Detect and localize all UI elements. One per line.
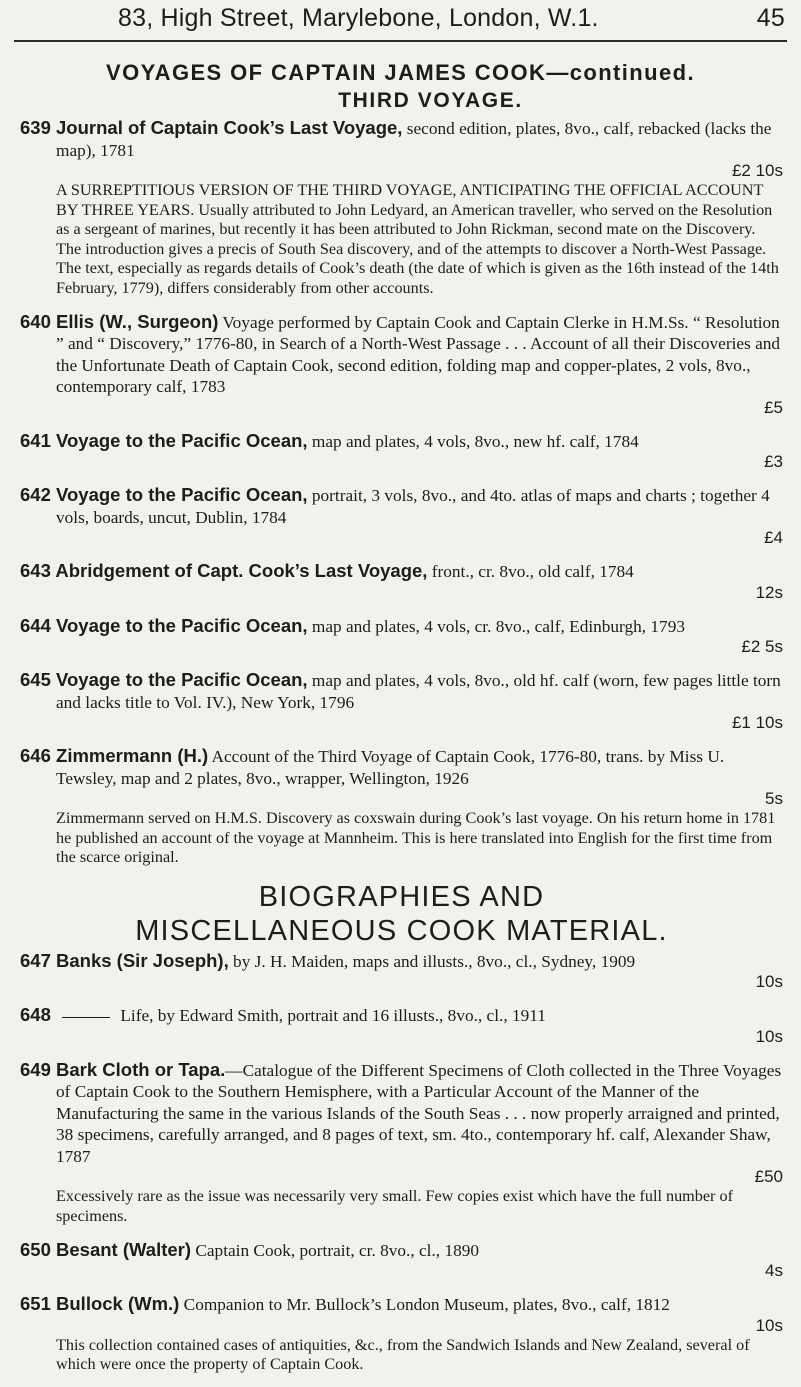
entry-text: [20, 430, 783, 473]
entry-price: £50: [754, 1167, 783, 1187]
entry-description: map and plates, 4 vols, cr. 8vo., calf, Edinburgh, 1793: [307, 616, 685, 636]
entry-heading: Ellis (W., Surgeon): [56, 310, 219, 332]
section-title: VOYAGES OF CAPTAIN JAMES COOK—continued.: [106, 60, 695, 85]
entry-list-third-voyage: [20, 117, 783, 868]
entry-price: 4s: [765, 1261, 783, 1281]
entry-text: [20, 484, 783, 548]
entry-description: portrait, 3 vols, 8vo., and 4to. atlas of maps and charts ; together 4 vols, boards, uncut, Dublin, 1784: [56, 486, 770, 527]
entry-heading: Voyage to the Pacific Ocean,: [56, 484, 308, 506]
entry-heading: Besant (Walter): [56, 1238, 192, 1260]
entry-description: Account of the Third Voyage of Captain Cook, 1776-80, trans. by Miss U. Tewsley, map and 2 plates, 8vo., wrapper, Wellington, 1926: [56, 747, 725, 788]
catalogue-entry: [20, 1239, 783, 1282]
ditto-dash: [62, 1017, 110, 1018]
entry-price: 10s: [755, 1315, 783, 1335]
entry-number: 647: [20, 949, 57, 971]
entry-description: Companion to Mr. Bullock’s London Museum, plates, 8vo., calf, 1812: [179, 1295, 670, 1315]
entry-description: Life, by Edward Smith, portrait and 16 illusts., 8vo., cl., 1911: [116, 1006, 546, 1026]
entry-description: map and plates, 4 vols, 8vo., new hf. calf, 1784: [307, 431, 639, 451]
entry-text: [20, 669, 783, 733]
entry-heading: Bullock (Wm.): [56, 1293, 180, 1315]
entry-price: £3: [764, 452, 783, 472]
entry-number: 646: [20, 745, 57, 767]
entry-text: [20, 1293, 783, 1336]
entry-heading: Bark Cloth or Tapa.: [56, 1058, 226, 1080]
entry-description: map and plates, 4 vols, 8vo., old hf. calf (worn, few pages little torn and lacks title to Vol. IV.), New York, 1796: [56, 671, 781, 712]
catalogue-entry: [20, 1059, 783, 1227]
header-rule: [14, 40, 787, 42]
entry-number: 641: [20, 429, 57, 451]
running-head: [118, 4, 785, 34]
entry-description: second edition, plates, 8vo., calf, rebacked (lacks the map), 1781: [56, 119, 772, 160]
catalogue-entry: [20, 311, 783, 418]
running-head-address: 83, High Street, Marylebone, London, W.1.: [118, 4, 599, 32]
entry-number: 643: [20, 560, 56, 582]
entry-price: 12s: [755, 582, 783, 602]
catalogue-entry: [20, 1004, 783, 1047]
entry-note: A SURREPTITIOUS VERSION OF THE THIRD VOYAGE, ANTICIPATING THE OFFICIAL ACCOUNT BY THREE YEARS. Usually attributed to John Ledyard, an American traveller, who served on the Resolution as a sergeant of marines, but recently it has been attributed to John Rickman, second mate on the Discovery. The introduction gives a precis of South Sea discovery, and of the attempts to discover a North-West Passage. The text, especially as regards details of Cook’s death (the date of which is given as the 16th instead of the 14th February, 1779), differs considerably from other accounts.: [56, 181, 779, 297]
catalogue-entry: [20, 560, 783, 603]
entry-price: £4: [764, 528, 783, 548]
entry-heading: Banks (Sir Joseph),: [56, 949, 229, 971]
entry-price: 10s: [755, 1026, 783, 1046]
catalogue-entry: [20, 615, 783, 658]
catalogue-entry: [20, 950, 783, 993]
entry-text: [20, 1004, 783, 1047]
entry-note: Zimmermann served on H.M.S. Discovery as coxswain during Cook’s last voyage. On his return home in 1781 he published an account of the voyage at Mannheim. This is here translated into English for the first time from the scarce original.: [56, 809, 776, 867]
entry-note: This collection contained cases of antiquities, &c., from the Sandwich Islands and New Zealand, several of which were once the property of Captain Cook.: [56, 1335, 750, 1374]
entry-number: 651: [20, 1293, 57, 1315]
entry-number: 650: [20, 1238, 57, 1260]
biographies-heading: [20, 880, 783, 948]
entry-price: £1 10s: [731, 713, 783, 733]
catalogue-entry: [20, 117, 783, 299]
entry-description: by J. H. Maiden, maps and illusts., 8vo., cl., Sydney, 1909: [228, 951, 636, 971]
entry-note: Excessively rare as the issue was necessarily very small. Few copies exist which have the full number of specimens.: [56, 1187, 733, 1225]
catalogue-entry: [20, 745, 783, 868]
entry-price: 5s: [765, 789, 783, 809]
catalogue-entry: [20, 430, 783, 473]
entry-description: front., cr. 8vo., old calf, 1784: [427, 562, 634, 582]
entry-price: 10s: [755, 972, 783, 992]
entry-heading: Abridgement of Capt. Cook’s Last Voyage,: [55, 560, 428, 582]
entry-price: £2 5s: [741, 637, 783, 657]
catalogue-entry: [20, 1293, 783, 1375]
entry-description: Voyage performed by Captain Cook and Captain Clerke in H.M.Ss. “ Resolution ” and “ Discovery,” 1776-80, in Search of a North-West Passage . . . Account of all their Discoveries and the Unfortunate Death of Captain Cook, second edition, folding map and copper-plates, 2 vols, 8vo., contemporary calf, 1783: [56, 312, 781, 397]
entry-text: [20, 615, 783, 658]
entry-text: [20, 745, 783, 809]
entry-number: 644: [20, 614, 57, 636]
entry-price: £5: [764, 397, 783, 417]
entry-number: 648: [20, 1004, 57, 1026]
entry-number: 642: [20, 484, 57, 506]
entry-number: 640: [20, 310, 57, 332]
entry-price: £2 10s: [731, 161, 783, 180]
entry-heading: Voyage to the Pacific Ocean,: [56, 669, 308, 691]
entry-heading: Voyage to the Pacific Ocean,: [56, 429, 308, 451]
entry-text: [20, 560, 783, 603]
subsection-title: THIRD VOYAGE.: [338, 89, 523, 112]
entry-heading: Journal of Captain Cook’s Last Voyage,: [56, 117, 403, 138]
catalogue-entry: [20, 669, 783, 733]
entry-description: —Catalogue of the Different Specimens of Cloth collected in the Three Voyages of Captain Cook to the Southern Hemisphere, with a Particular Account of the Manner of the Manufacturing the same in the various Islands of the South Seas . . . now properly arraigned and printed, 38 specimens, carefully arranged, and 8 pages of text, sm. 4to., contemporary hf. calf, Alexander Shaw, 1787: [56, 1060, 782, 1166]
biographies-heading-line-2: MISCELLANEOUS COOK MATERIAL.: [135, 914, 668, 947]
entry-number: 649: [20, 1058, 57, 1080]
entry-text: [20, 1059, 783, 1188]
entry-text: [20, 1239, 783, 1282]
entry-number: 645: [20, 669, 57, 691]
entry-list-biographies: [20, 950, 783, 1375]
entry-description: Captain Cook, portrait, cr. 8vo., cl., 1890: [191, 1240, 480, 1260]
entry-heading: Zimmermann (H.): [56, 745, 209, 767]
entry-list: [20, 117, 783, 1387]
biographies-heading-line-1: BIOGRAPHIES AND: [258, 880, 545, 913]
entry-text: [20, 117, 783, 181]
entry-text: [20, 311, 783, 418]
entry-number: 639: [20, 117, 57, 138]
entry-heading: Voyage to the Pacific Ocean,: [56, 614, 308, 636]
catalogue-entry: [20, 484, 783, 548]
page-number: 45: [756, 4, 785, 32]
entry-text: [20, 950, 783, 993]
